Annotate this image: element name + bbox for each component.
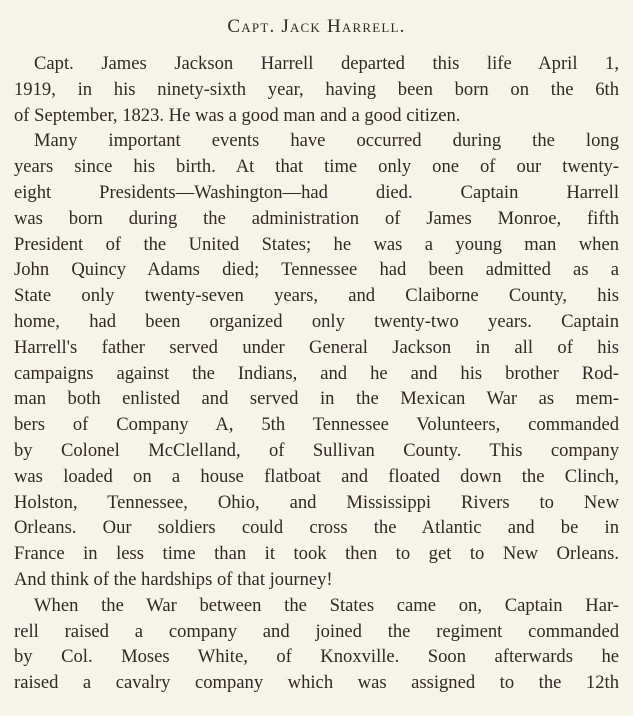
text-line: 1919, in his ninety-sixth year, having been born on the 6th (14, 78, 619, 100)
article-heading: Capt. Jack Harrell. (227, 16, 406, 37)
text-line: John Quincy Adams died; Tennessee had been admitted as a (14, 259, 619, 281)
text-line: of September, 1823. He was a good man and a good citizen. (14, 104, 461, 126)
text-line: campaigns against the Indians, and he and his brother Rod- (14, 362, 619, 384)
text-line: by Colonel McClelland, of Sullivan County. This company (14, 439, 619, 461)
paragraph-2 (14, 128, 619, 592)
text-line: rell raised a company and joined the regiment commanded (14, 620, 619, 642)
text-line: man both enlisted and served in the Mexican War as mem- (14, 388, 619, 410)
paragraph-3 (14, 593, 619, 696)
text-line: Capt. James Jackson Harrell departed this life April 1, (34, 53, 619, 74)
text-line: was born during the administration of James Monroe, fifth (14, 207, 619, 229)
text-line: home, had been organized only twenty-two years. Captain (14, 310, 619, 332)
text-line: Harrell's father served under General Jackson in all of his (14, 336, 619, 358)
text-line: When the War between the States came on, Captain Har- (34, 594, 619, 616)
text-line: Many important events have occurred during the long (34, 130, 619, 152)
text-line: And think of the hardships of that journey! (14, 568, 333, 590)
text-line: raised a cavalry company which was assigned to the 12th (14, 672, 619, 694)
text-line: eight Presidents—Washington—had died. Captain Harrell (14, 181, 619, 203)
text-line: by Col. Moses White, of Knoxville. Soon afterwards he (14, 646, 619, 668)
text-line: years since his birth. At that time only one of our twenty- (14, 156, 619, 178)
text-line: bers of Company A, 5th Tennessee Volunteers, commanded (14, 414, 619, 436)
paragraph-1 (14, 51, 619, 128)
text-line: France in less time than it took then to get to New Orleans. (14, 543, 619, 565)
text-line: State only twenty-seven years, and Claiborne County, his (14, 285, 619, 307)
text-line: Orleans. Our soldiers could cross the Atlantic and be in (14, 517, 619, 539)
text-line: was loaded on a house flatboat and floated down the Clinch, (14, 465, 619, 487)
text-line: President of the United States; he was a young man when (14, 233, 619, 255)
text-line: Holston, Tennessee, Ohio, and Mississippi Rivers to New (14, 491, 619, 513)
